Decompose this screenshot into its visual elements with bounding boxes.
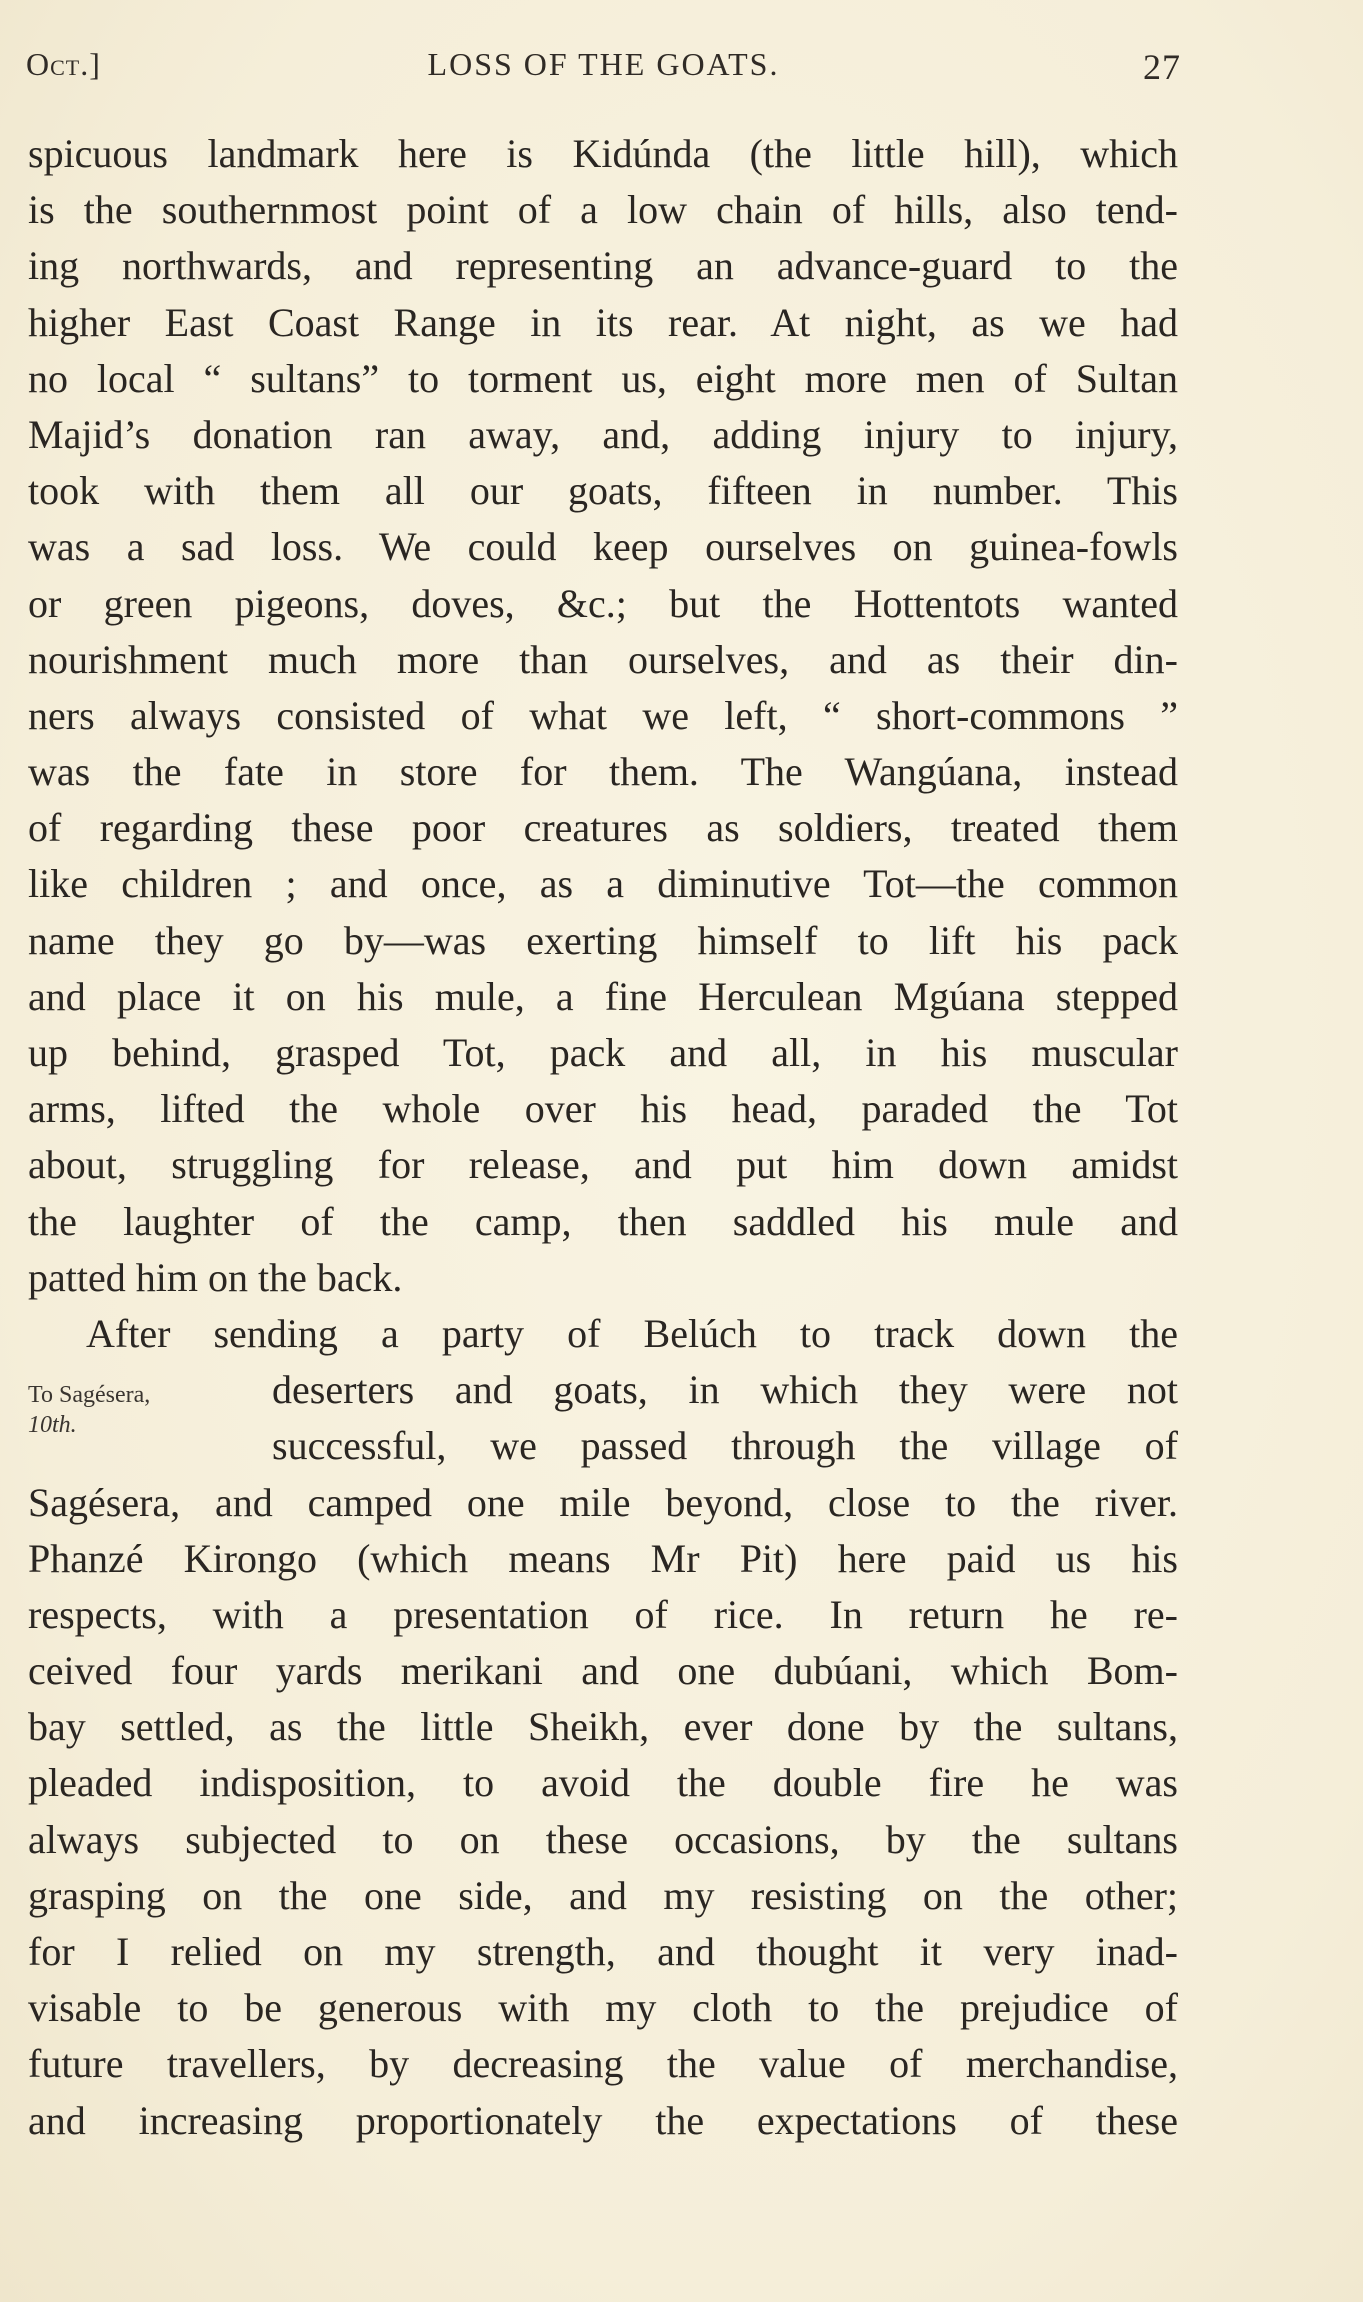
text-line: about, struggling for release, and put him down amidst xyxy=(28,1142,1178,1188)
text-line: deserters and goats, in which they were not xyxy=(272,1367,1178,1413)
text-line: no local “ sultans” to torment us, eight more men of Sultan xyxy=(28,355,1178,401)
text-line: of regarding these poor creatures as soldiers, treated them xyxy=(28,805,1178,851)
text-line: patted him on the back. xyxy=(28,1254,403,1300)
margin-note-place: To Sagésera, xyxy=(28,1382,151,1408)
text-line: up behind, grasped Tot, pack and all, in his muscular xyxy=(28,1030,1178,1075)
text-line: was the fate in store for them. The Wangúana, instead xyxy=(28,749,1178,795)
margin-note-date: 10th. xyxy=(28,1412,77,1438)
text-line: and place it on his mule, a fine Herculean Mgúana stepped xyxy=(28,973,1178,1019)
text-line: always subjected to on these occasions, by the sultans xyxy=(28,1816,1178,1862)
text-line: higher East Coast Range in its rear. At night, as we had xyxy=(28,299,1178,345)
header-title: LOSS OF THE GOATS. xyxy=(427,46,780,82)
text-line: ners always consisted of what we left, “ short-commons ” xyxy=(28,692,1178,738)
text-line: like children ; and once, as a diminutive Tot—the common xyxy=(28,861,1178,907)
text-line: respects, with a presentation of rice. In return he re- xyxy=(28,1591,1178,1637)
text-line: name they go by—was exerting himself to lift his pack xyxy=(28,917,1178,963)
page-number: 27 xyxy=(1143,47,1181,87)
text-line: visable to be generous with my cloth to the prejudice of xyxy=(28,1985,1178,2031)
text-line: arms, lifted the whole over his head, paraded the Tot xyxy=(28,1086,1178,1132)
text-line: is the southernmost point of a low chain of hills, also tend- xyxy=(28,187,1178,233)
running-header xyxy=(26,46,1181,96)
text-line: ceived four yards merikani and one dubúani, which Bom- xyxy=(28,1648,1178,1694)
text-line: spicuous landmark here is Kidúnda (the little hill), which xyxy=(28,131,1178,176)
text-line: for I relied on my strength, and thought it very inad- xyxy=(28,1929,1178,1974)
text-line: Sagésera, and camped one mile beyond, close to the river. xyxy=(28,1479,1178,1525)
text-line: future travellers, by decreasing the value of merchandise, xyxy=(28,2041,1178,2087)
text-line: took with them all our goats, fifteen in number. This xyxy=(28,468,1178,514)
text-line: bay settled, as the little Sheikh, ever done by the sultans, xyxy=(28,1704,1178,1750)
text-line: Majid’s donation ran away, and, adding injury to injury, xyxy=(28,411,1178,457)
body-text xyxy=(28,126,1178,2149)
text-line: successful, we passed through the village of xyxy=(272,1423,1178,1469)
text-line: Phanzé Kirongo (which means Mr Pit) here paid us his xyxy=(28,1535,1178,1581)
text-line: and increasing proportionately the expectations of these xyxy=(28,2097,1178,2143)
text-line: After sending a party of Belúch to track down the xyxy=(86,1310,1178,1356)
text-line: or green pigeons, doves, &c.; but the Hottentots wanted xyxy=(28,580,1178,626)
text-line: grasping on the one side, and my resisting on the other; xyxy=(28,1872,1178,1918)
text-line: nourishment much more than ourselves, and as their din- xyxy=(28,636,1178,682)
text-line: pleaded indisposition, to avoid the double fire he was xyxy=(28,1760,1178,1806)
text-line: ing northwards, and representing an advance-guard to the xyxy=(28,243,1178,289)
text-line: was a sad loss. We could keep ourselves on guinea-fowls xyxy=(28,524,1178,570)
text-line: the laughter of the camp, then saddled his mule and xyxy=(28,1198,1178,1244)
header-month: Oct.] xyxy=(26,46,101,82)
